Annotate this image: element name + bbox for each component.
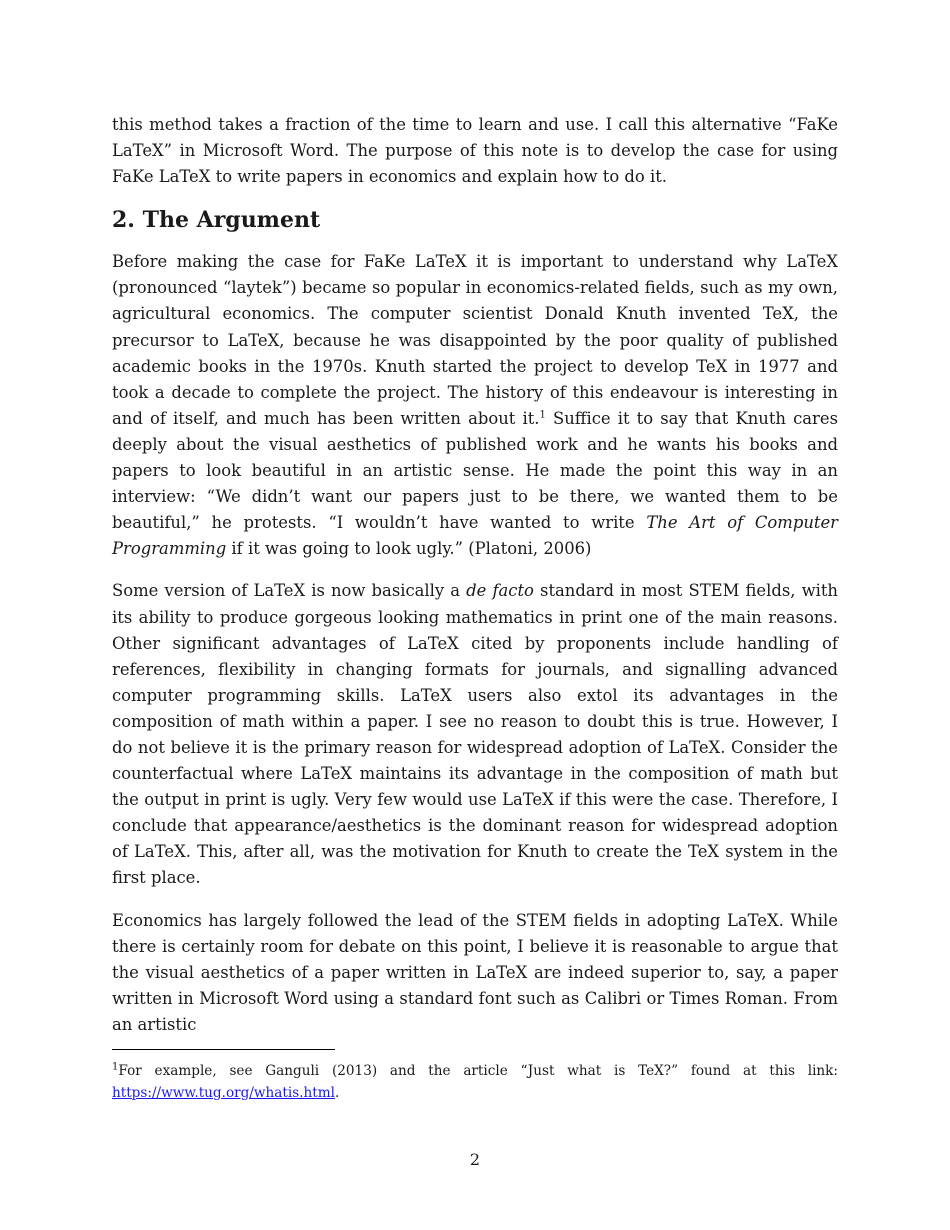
page-number: 2	[469, 1150, 481, 1169]
argument-paragraph-1	[112, 249, 838, 562]
footnote-end: .	[334, 1085, 340, 1101]
argument-paragraph-3: Economics has largely followed the lead of the STEM fields in adopting LaTeX. While there is certainly room for debate on this point, I believe it is reasonable to argue that the visual aesthetics of a paper written in LaTeX are indeed superior to, say, a paper written in Microsoft Word using a standard font such as Calibri or Times Roman. From an artistic	[112, 910, 838, 1034]
p1-text-b: Suffice it to say that Knuth cares deeply about the visual aesthetics of published work and he wants his books and papers to look beautiful in an artistic sense. He made the point this way in an interview: “We didn’t want our papers just to be there, we wanted them to be beautiful,” he protests. “I wouldn’t have wanted to write	[112, 408, 838, 533]
footnote-rule	[112, 1049, 335, 1050]
intro-paragraph: this method takes a fraction of the time to learn and use. I call this alternative “FaKe LaTeX” in Microsoft Word. The purpose of this note is to develop the case for using FaKe LaTeX to write papers in economics and explain how to do it.	[112, 115, 838, 187]
p2-text-a: Some version of LaTeX is now basically a	[112, 581, 467, 601]
p2-text-b: standard in most STEM fields, with its ability to produce gorgeous looking mathematics in print one of the main reasons. Other significant advantages of LaTeX cited by proponents include handling of references, flexibility in changing formats for journals, and signalling advanced computer programming skills. LaTeX users also extol its advantages in the composition of math within a paper. I see no reason to doubt this is true. However, I do not believe it is the primary reason for widespread adoption of LaTeX. Consider the counterfactual where LaTeX maintains its advantage in the composition of math but the output in print is ugly. Very few would use LaTeX if this were the case. Therefore, I conclude that appearance/aesthetics is the dominant reason for widespread adoption of LaTeX. This, after all, was the motivation for Knuth to create the TeX system in the first place.	[112, 581, 838, 888]
de-facto-emphasis: de facto	[466, 581, 534, 601]
footnote-ref[interactable]: 1	[539, 409, 546, 421]
p1-text-a: Before making the case for FaKe LaTeX it is important to understand why LaTeX (pronounced “laytek”) became so popular in economics-related fields, such as my own, agricultural economics. The computer scientist Donald Knuth invented TeX, the precursor to LaTeX, because he was disappointed by the poor quality of published academic books in the 1970s. Knuth started the project to develop TeX in 1977 and took a decade to complete the project. The history of this endeavour is interesting in and of itself, and much has been written about it.	[112, 252, 838, 428]
footnote-link[interactable]: https://www.tug.org/whatis.html	[112, 1085, 335, 1101]
p1-text-c: if it was going to look ugly.” (Platoni, 2006)	[226, 539, 592, 559]
footnote	[112, 1060, 838, 1104]
page-body	[112, 112, 838, 1038]
book-title: The Art of Computer Programming	[112, 513, 838, 559]
footnote-mark: 1	[112, 1061, 119, 1073]
argument-paragraph-2	[112, 578, 838, 891]
footnote-text: For example, see Ganguli (2013) and the article “Just what is TeX?” found at this link:	[118, 1063, 838, 1079]
section-heading: 2. The Argument	[112, 207, 321, 234]
